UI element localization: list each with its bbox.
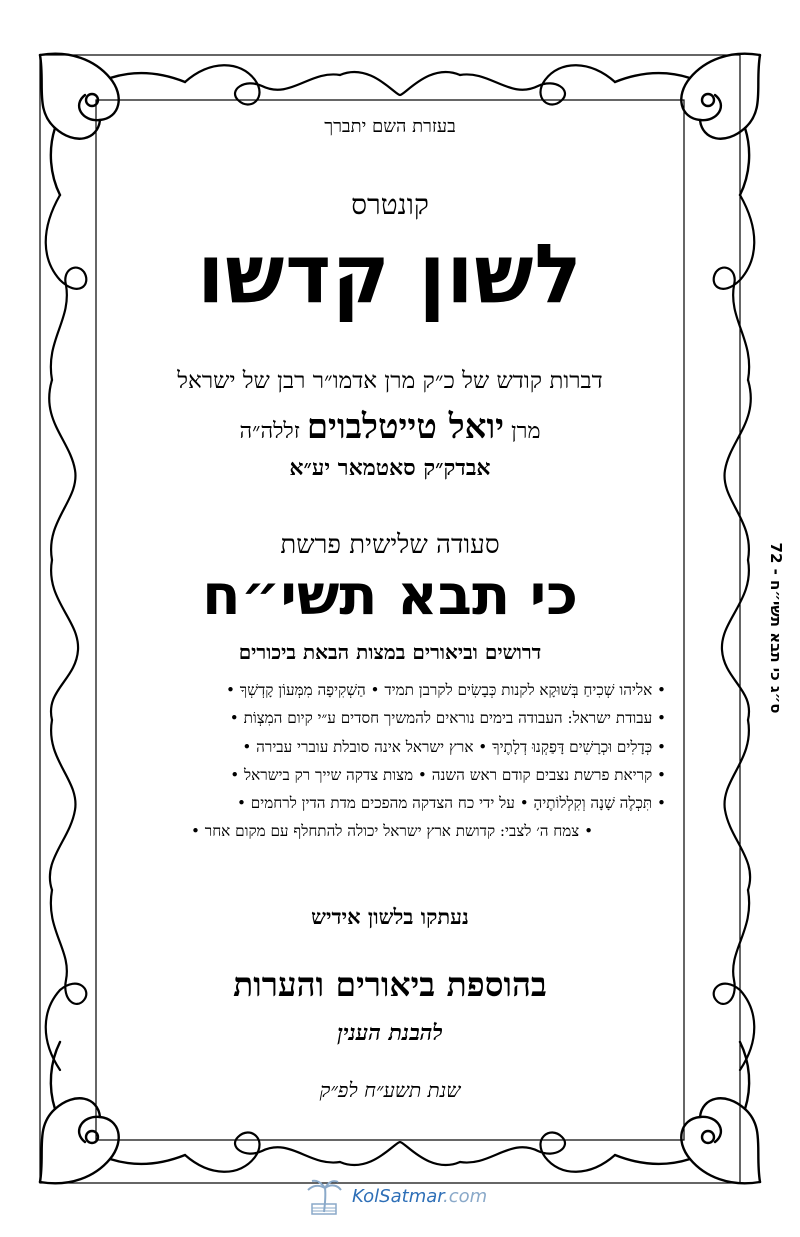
- purpose-line: להבנת הענין: [337, 1020, 443, 1046]
- topic-row: • צמח ה׳ לצבי: קדושת ארץ ישראל יכולה להתחלף עם מקום אחר •: [190, 822, 594, 841]
- topic-row: • קריאת פרשת נצבים קודם ראש השנה • מצות צדקה שייך רק בישראל •: [230, 765, 666, 784]
- side-label: ס״ג כי תבא תשי״ח - 72: [767, 542, 785, 714]
- topic-row: • עבודת ישראל: העבודה בימים נוראים להמשיך חסדים ע״י קיום המִצְוֹת •: [229, 709, 666, 728]
- besiyata-heading: בעזרת השם יתברך: [324, 116, 456, 137]
- logo-brand: KolSatmar: [352, 1186, 444, 1207]
- subtitle: דרושים וביאורים במצות הבאת ביכורים: [238, 640, 542, 664]
- book-title: לשון קדשו: [197, 227, 583, 323]
- logo-tld: .com: [443, 1186, 488, 1207]
- palm-tree-icon: [304, 1178, 344, 1216]
- topic-row: • אליהו שְׁכִיחַ בְּשׁוּקָא לקנות כְּבָשִׂים לקרבן תמיד • הַשְׁקִיפָה מִמְּעוֹן קָדְשְׁךָ •: [225, 681, 666, 699]
- kuntres-label: קונטרס: [351, 188, 429, 221]
- kolsatmar-logo[interactable]: [300, 1178, 500, 1218]
- rebbe-name-line: [120, 407, 660, 447]
- occasion-line: סעודה שלישית פרשת: [280, 530, 500, 560]
- translation-note: נעתקו בלשון אידיש: [311, 904, 469, 929]
- parsha-title: כי תבא תשי״ח: [202, 563, 578, 628]
- topic-row: • כְּדָלִים וּכְרָשִׁים דָּפַקְנוּ דְלָתֶיךָ • ארץ ישראל אינה סובלת עוברי עבירה •: [242, 737, 666, 756]
- rebbe-title-line: אבדק״ק סאטמאר יע״א: [289, 455, 491, 481]
- attribution-line: דברות קודש של כ״ק מרן אדמו״ר רבן של ישראל: [177, 368, 603, 394]
- honorific-suffix: זללה״ה: [239, 419, 300, 444]
- year-line: שנת תשע״ח לפ״ק: [319, 1078, 461, 1102]
- addition-heading: בהוספת ביאורים והערות: [233, 965, 547, 1004]
- topics-list: [118, 676, 666, 846]
- maran-prefix: מרן: [511, 419, 541, 444]
- rebbe-name: יואל טייטלבוים: [306, 407, 505, 447]
- topic-row: • תִּכְלֶה שָׁנָה וְקִלְלוֹתֶיהָ • על ידי כח הצדקה מהפכים מדת הדין לרחמים •: [236, 794, 666, 813]
